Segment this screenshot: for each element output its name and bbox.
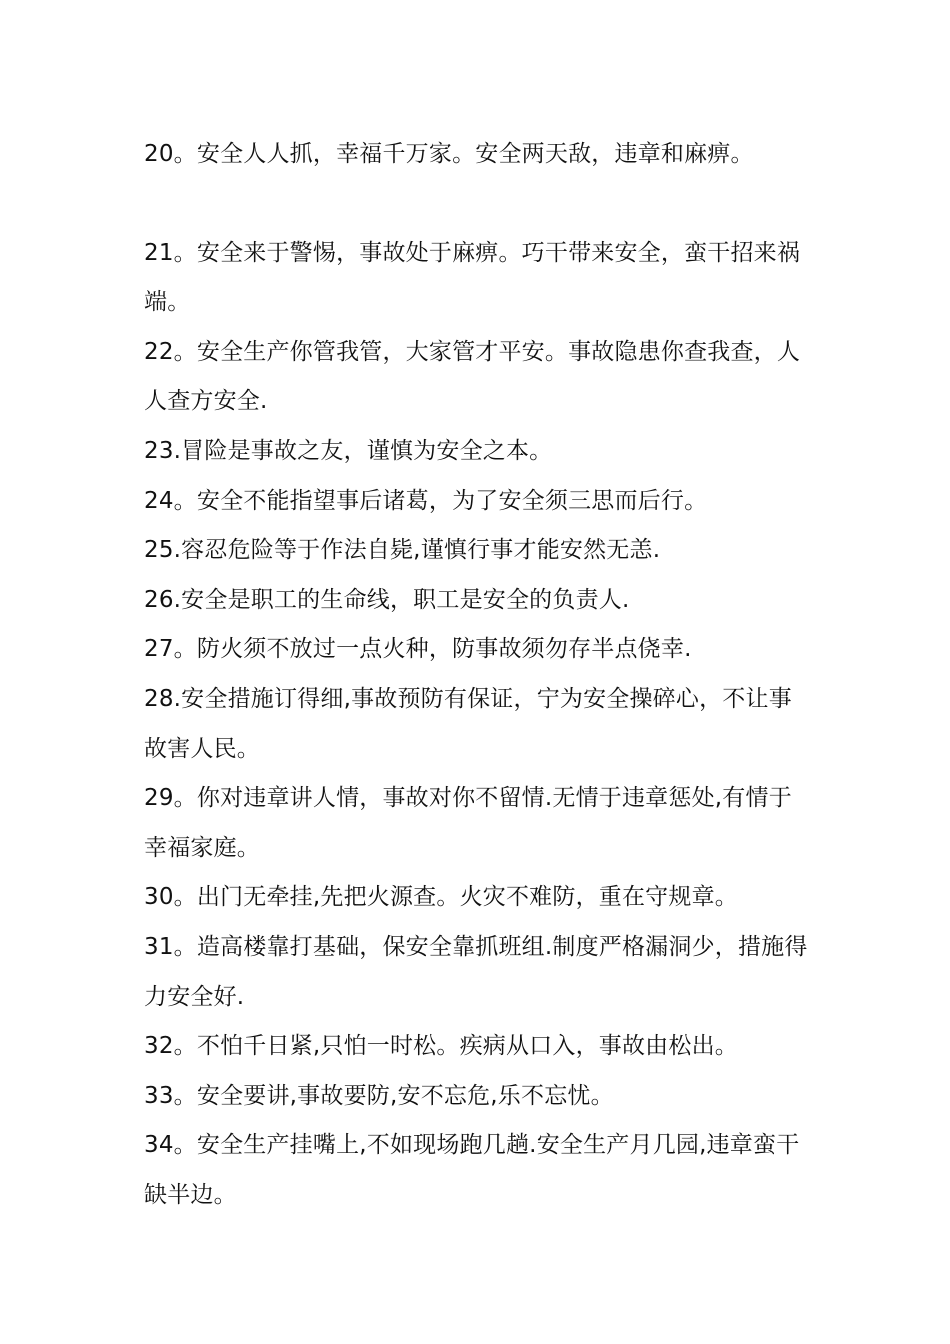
slogan-paragraph-24: 24。安全不能指望事后诸葛，为了安全须三思而后行。 <box>144 487 708 514</box>
slogan-paragraph-30: 30。出门无牵挂,先把火源查。火灾不难防，重在守规章。 <box>144 884 738 911</box>
slogan-paragraph-27: 27。防火须不放过一点火种，防事故须勿存半点侥幸. <box>144 636 692 663</box>
slogan-paragraph-26: 26.安全是职工的生命线，职工是安全的负责人. <box>144 586 630 613</box>
slogan-paragraph-31: 31。造高楼靠打基础，保安全靠抓班组.制度严格漏洞少，措施得力安全好. <box>144 933 808 1010</box>
slogan-paragraph-21: 21。安全来于警惕，事故处于麻痹。巧干带来安全，蛮干招来祸端。 <box>144 239 801 316</box>
slogan-paragraph-25: 25.容忍危险等于作法自毙,谨慎行事才能安然无恙. <box>144 537 661 564</box>
slogan-list <box>144 130 814 1220</box>
slogan-paragraph-29: 29。你对违章讲人情，事故对你不留情.无情于违章惩处,有情于幸福家庭。 <box>144 785 792 861</box>
slogan-paragraph-32: 32。不怕千日紧,只怕一时松。疾病从口入，事故由松出。 <box>144 1033 738 1060</box>
slogan-paragraph-22: 22。安全生产你管我管，大家管才平安。事故隐患你查我查，人人查方安全. <box>144 338 801 415</box>
slogan-paragraph-33: 33。安全要讲,事故要防,安不忘危,乐不忘忧。 <box>144 1082 614 1109</box>
slogan-paragraph-34: 34。安全生产挂嘴上,不如现场跑几趟.安全生产月几园,违章蛮干缺半边。 <box>144 1132 800 1208</box>
slogan-paragraph-23: 23.冒险是事故之友，谨慎为安全之本。 <box>144 437 553 464</box>
slogan-paragraph-20: 20。安全人人抓，幸福千万家。安全两天敌，违章和麻痹。 <box>144 141 754 167</box>
slogan-paragraph-28: 28.安全措施订得细,事故预防有保证，宁为安全操碎心，不让事故害人民。 <box>144 685 792 762</box>
